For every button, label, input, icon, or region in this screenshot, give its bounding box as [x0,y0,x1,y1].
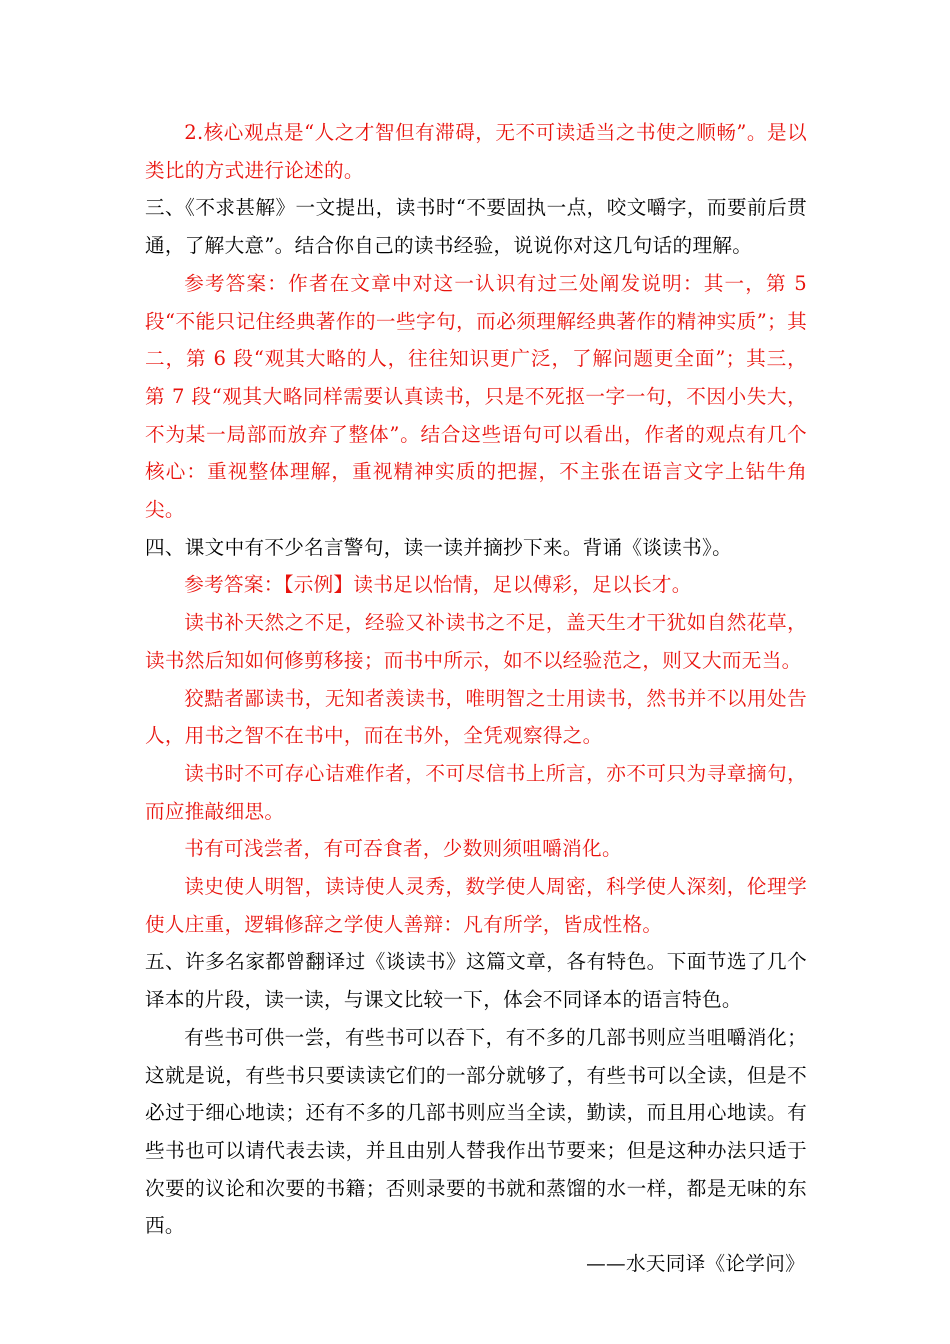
question-3: 三、《不求甚解》一文提出，读书时“不要固执一点，咬文嚼字，而要前后贯通，了解大意”。结合你自己的读书经验，说说你对这几句话的理解。 [145,196,807,258]
quote-paragraph: 狡黠者鄙读书，无知者羡读书，唯明智之士用读书，然书并不以用处告人，用书之智不在书中，而在书外，全凭观察得之。 [145,686,807,748]
question-5: 五、许多名家都曾翻译过《谈读书》这篇文章，各有特色。下面节选了几个译本的片段，读一读，与课文比较一下，体会不同译本的语言特色。 [145,950,807,1012]
translation-attribution: ——水天同译《论学问》 [586,1252,805,1276]
translation-excerpt: 有些书可供一尝，有些书可以吞下，有不多的几部书则应当咀嚼消化；这就是说，有些书只要读读它们的一部分就够了，有些书可以全读，但是不必过于细心地读；还有不多的几部书则应当全读，勤读，而且用心地读。有些书也可以请代表去读，并且由别人替我作出节要来；但是这种办法只适于次要的议论和次要的书籍；否则录要的书就和蒸馏的水一样，都是无味的东西。 [145,1025,807,1238]
document-body [145,114,807,1283]
quote-paragraph: 书有可浅尝者，有可吞食者，少数则须咀嚼消化。 [184,837,622,861]
answer-paragraph-2: 2.核心观点是“人之才智但有滞碍，无不可读适当之书使之顺畅”。是以类比的方式进行论述的。 [145,121,807,182]
quote-paragraph: 读书时不可存心诘难作者，不可尽信书上所言，亦不可只为寻章摘句，而应推敲细思。 [145,761,807,823]
quote-paragraph: 读书补天然之不足，经验又补读书之不足，盖天生才干犹如自然花草，读书然后知如何修剪移接；而书中所示，如不以经验范之，则又大而无当。 [145,611,807,672]
question-4: 四、课文中有不少名言警句，读一读并摘抄下来。背诵《谈读书》。 [145,535,733,559]
answer-example-intro: 参考答案：【示例】读书足以怡情，足以傅彩，足以长才。 [184,573,692,597]
answer-paragraph-3: 参考答案：作者在文章中对这一认识有过三处阐发说明：其一，第 5 段“不能只记住经典著作的一些字句，而必须理解经典著作的精神实质”；其二，第 6 段“观其大略的人，往往知识更广泛，了解问题更全面”；其三，第 7 段“观其大略同样需要认真读书，只是不死抠一字一句，不因小失大，不为某一局部而放弃了整体”。结合这些语句可以看出，作者的观点有几个核心：重视整体理解，重视精神实质的把握，不主张在语言文字上钻牛角尖。 [145,271,807,522]
quote-paragraph: 读史使人明智，读诗使人灵秀，数学使人周密，科学使人深刻，伦理学使人庄重，逻辑修辞之学使人善辩：凡有所学，皆成性格。 [145,875,807,936]
